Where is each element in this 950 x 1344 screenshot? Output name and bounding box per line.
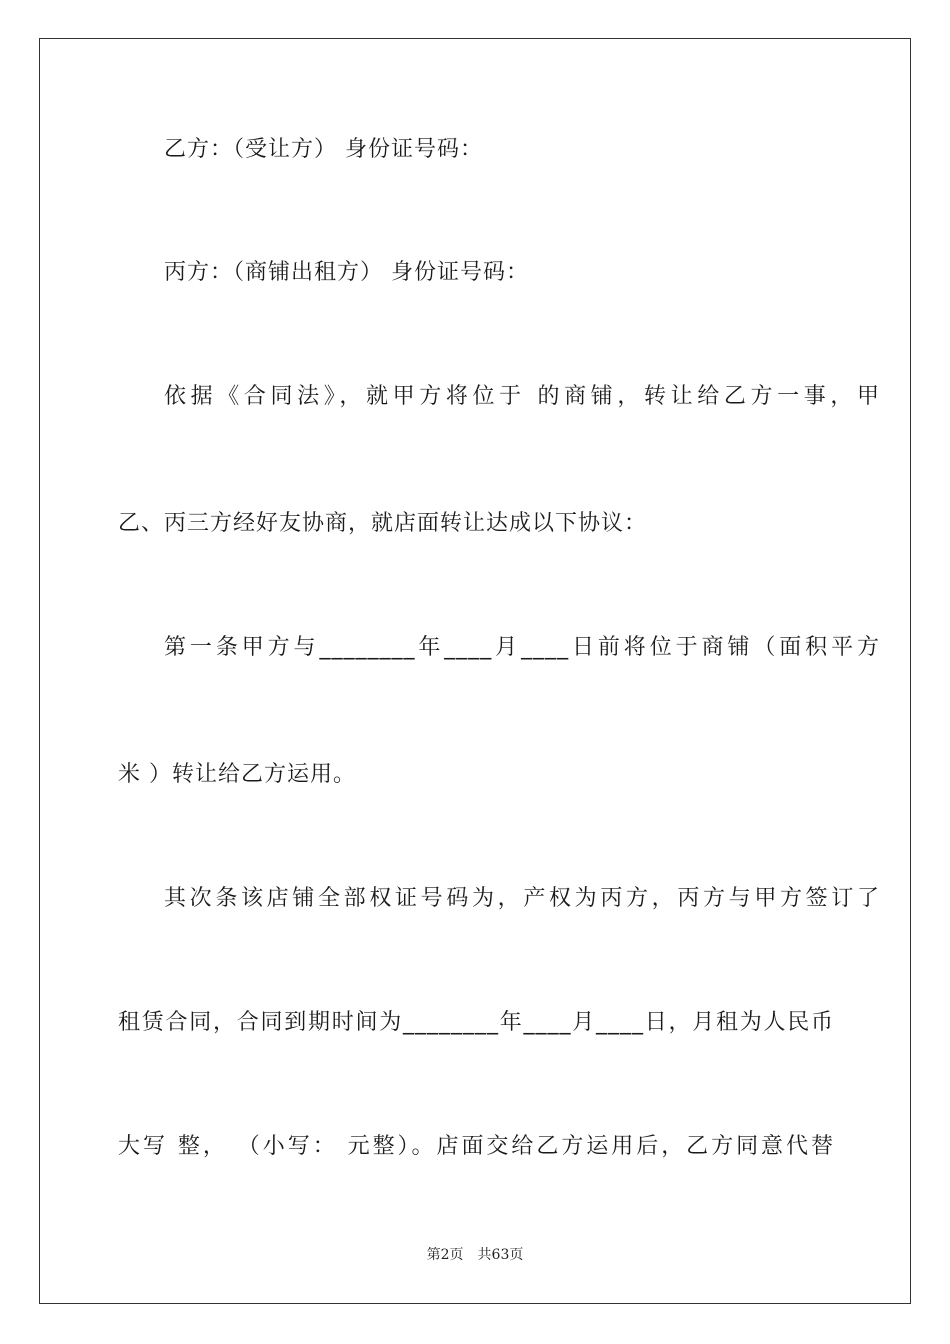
article-2-line-2: 租赁合同，合同到期时间为________年____月____日，月租为人民币 (118, 1010, 834, 1035)
page-border (39, 38, 911, 1304)
article-2-line-3: 大写 整， （小写： 元整）。店面交给乙方运用后，乙方同意代替 (118, 1134, 834, 1159)
party-b-line: 乙方：（受让方） 身份证号码： (164, 137, 483, 162)
page-footer (0, 1246, 950, 1264)
paragraph-intro-line-1: 依据《合同法》，就甲方将位于 的商铺，转让给乙方一事，甲 (164, 384, 880, 409)
article-1-line-1: 第一条甲方与________年____月____日前将位于商铺（面积平方 (164, 635, 880, 660)
page-number: 第2页 (426, 1247, 464, 1263)
paragraph-intro-line-2: 乙、丙三方经好友协商，就店面转让达成以下协议： (118, 511, 648, 536)
page-total: 共63页 (477, 1247, 524, 1263)
article-1-line-2: 米 ）转让给乙方运用。 (118, 762, 356, 787)
party-c-line: 丙方：（商铺出租方） 身份证号码： (164, 260, 529, 285)
article-2-line-1: 其次条该店铺全部权证号码为，产权为丙方，丙方与甲方签订了 (164, 886, 880, 911)
